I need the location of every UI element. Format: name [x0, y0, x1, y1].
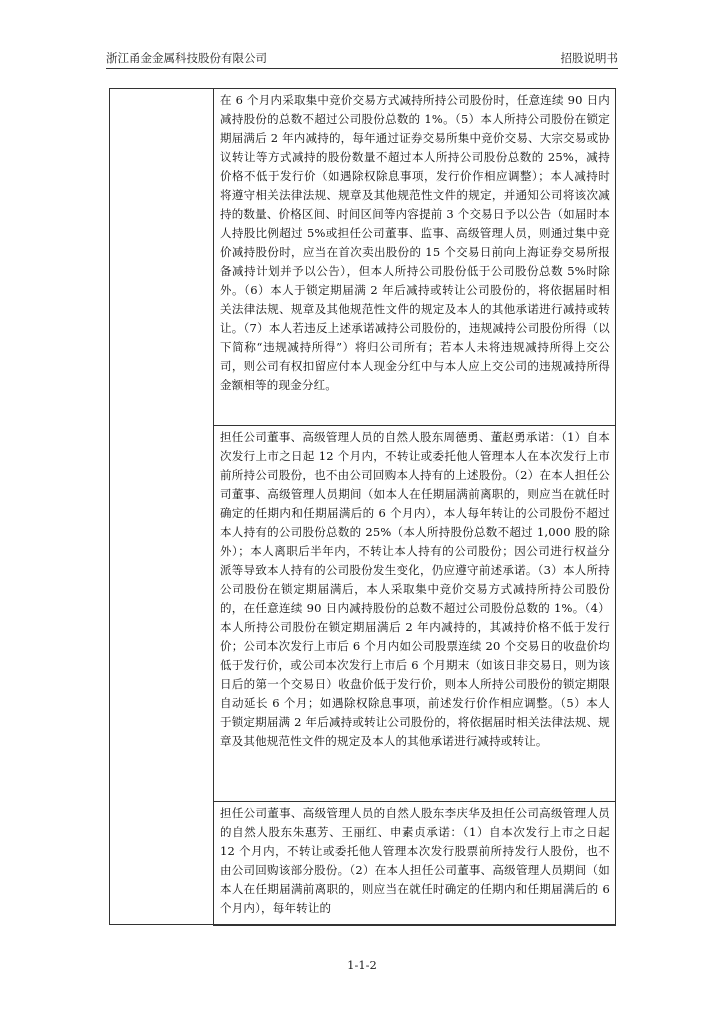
commitment-paragraph-3: 担任公司董事、高级管理人员的自然人股东李庆华及担任公司高级管理人员的自然人股东朱惠芳、王丽红、申素贞承诺：（1）自本次发行上市之日起 12 个月内，不转让或委托他人管理本次发行股票前所持发行人股份，也不由公司回购该部分股份。（2）在本人担任公司董事、高级管理人员期间（如本人在任期届满前离职的，则应当在就任时确定的任期内和任期届满后的 6 个月内），每年转让的: [220, 806, 610, 915]
header-divider: [106, 68, 618, 69]
table-row: [110, 89, 616, 426]
table-text-cell: [214, 89, 616, 426]
table-text-cell: [214, 426, 616, 802]
table-left-cell: [110, 89, 214, 925]
commitment-paragraph-1: 在 6 个月内采取集中竞价交易方式减持所持公司股份时，任意连续 90 日内减持股份的总数不超过公司股份总数的 1%。（5）本人所持公司股份在锁定期届满后 2 年内减持的，每年通过证券交易所集中竞价交易、大宗交易或协议转让等方式减持的股份数量不超过本人所持公司股份总数的 25%，减持价格不低于发行价（如遇除权除息事项，发行价作相应调整）；本人减持时将遵守相关法律法规、规章及其他规范性文件的规定，并通知公司将该次减持的数量、价格区间、时间区间等内容提前 3 个交易日予以公告（如届时本人持股比例超过 5%或担任公司董事、监事、高级管理人员，则通过集中竞价减持股份时，应当在首次卖出股份的 15 个交易日前向上海证券交易所报备减持计划并予以公告），但本人所持公司股份低于公司股份总数 5%时除外。（6）本人于锁定期届满 2 年后减持或转让公司股份的，将依据届时相关法律法规、规章及其他规范性文件的规定及本人的其他承诺进行减持或转让。（7）本人若违反上述承诺减持公司股份的，违规减持公司股份所得（以下简称“违规减持所得”）将归公司所有；若本人未将违规减持所得上交公司，则公司有权扣留应付本人现金分红中与本人应上交公司的违规减持所得金额相等的现金分红。: [220, 93, 610, 392]
commitment-paragraph-2: 担任公司董事、高级管理人员的自然人股东周德勇、董赵勇承诺：（1）自本次发行上市之日起 12 个月内，不转让或委托他人管理本人在本次发行上市前所持公司股份，也不由公司回购本人持有的上述股份。（2）在本人担任公司董事、高级管理人员期间（如本人在任期届满前离职的，则应当在就任时确定的任期内和任期届满后的 6 个月内），本人每年转让的公司股份不超过本人持有的公司股份总数的 25%（本人所持股份总数不超过 1,000 股的除外）；本人离职后半年内，不转让本人持有的公司股份；因公司进行权益分派等导致本人持有的公司股份发生变化，仍应遵守前述承诺。（3）本人所持公司股份在锁定期届满后，本人采取集中竞价交易方式减持所持公司股份的，在任意连续 90 日内减持股份的总数不超过公司股份总数的 1%。（4）本人所持公司股份在锁定期届满后 2 年内减持的，其减持价格不低于发行价；公司本次发行上市后 6 个月内如公司股票连续 20 个交易日的收盘价均低于发行价，或公司本次发行上市后 6 个月期末（如该日非交易日，则为该日后的第一个交易日）收盘价低于发行价，则本人所持公司股份的锁定期限自动延长 6 个月；如遇除权除息事项，前述发行价作相应调整。（5）本人于锁定期届满 2 年后减持或转让公司股份的，将依据届时相关法律法规、规章及其他规范性文件的规定及本人的其他承诺进行减持或转让。: [220, 430, 610, 748]
document-type: 招股说明书: [560, 51, 618, 65]
commitment-table: [109, 88, 616, 926]
table-text-cell: [214, 802, 616, 925]
company-name: 浙江甬金金属科技股份有限公司: [106, 51, 267, 65]
page-number: 1-1-2: [347, 958, 377, 972]
